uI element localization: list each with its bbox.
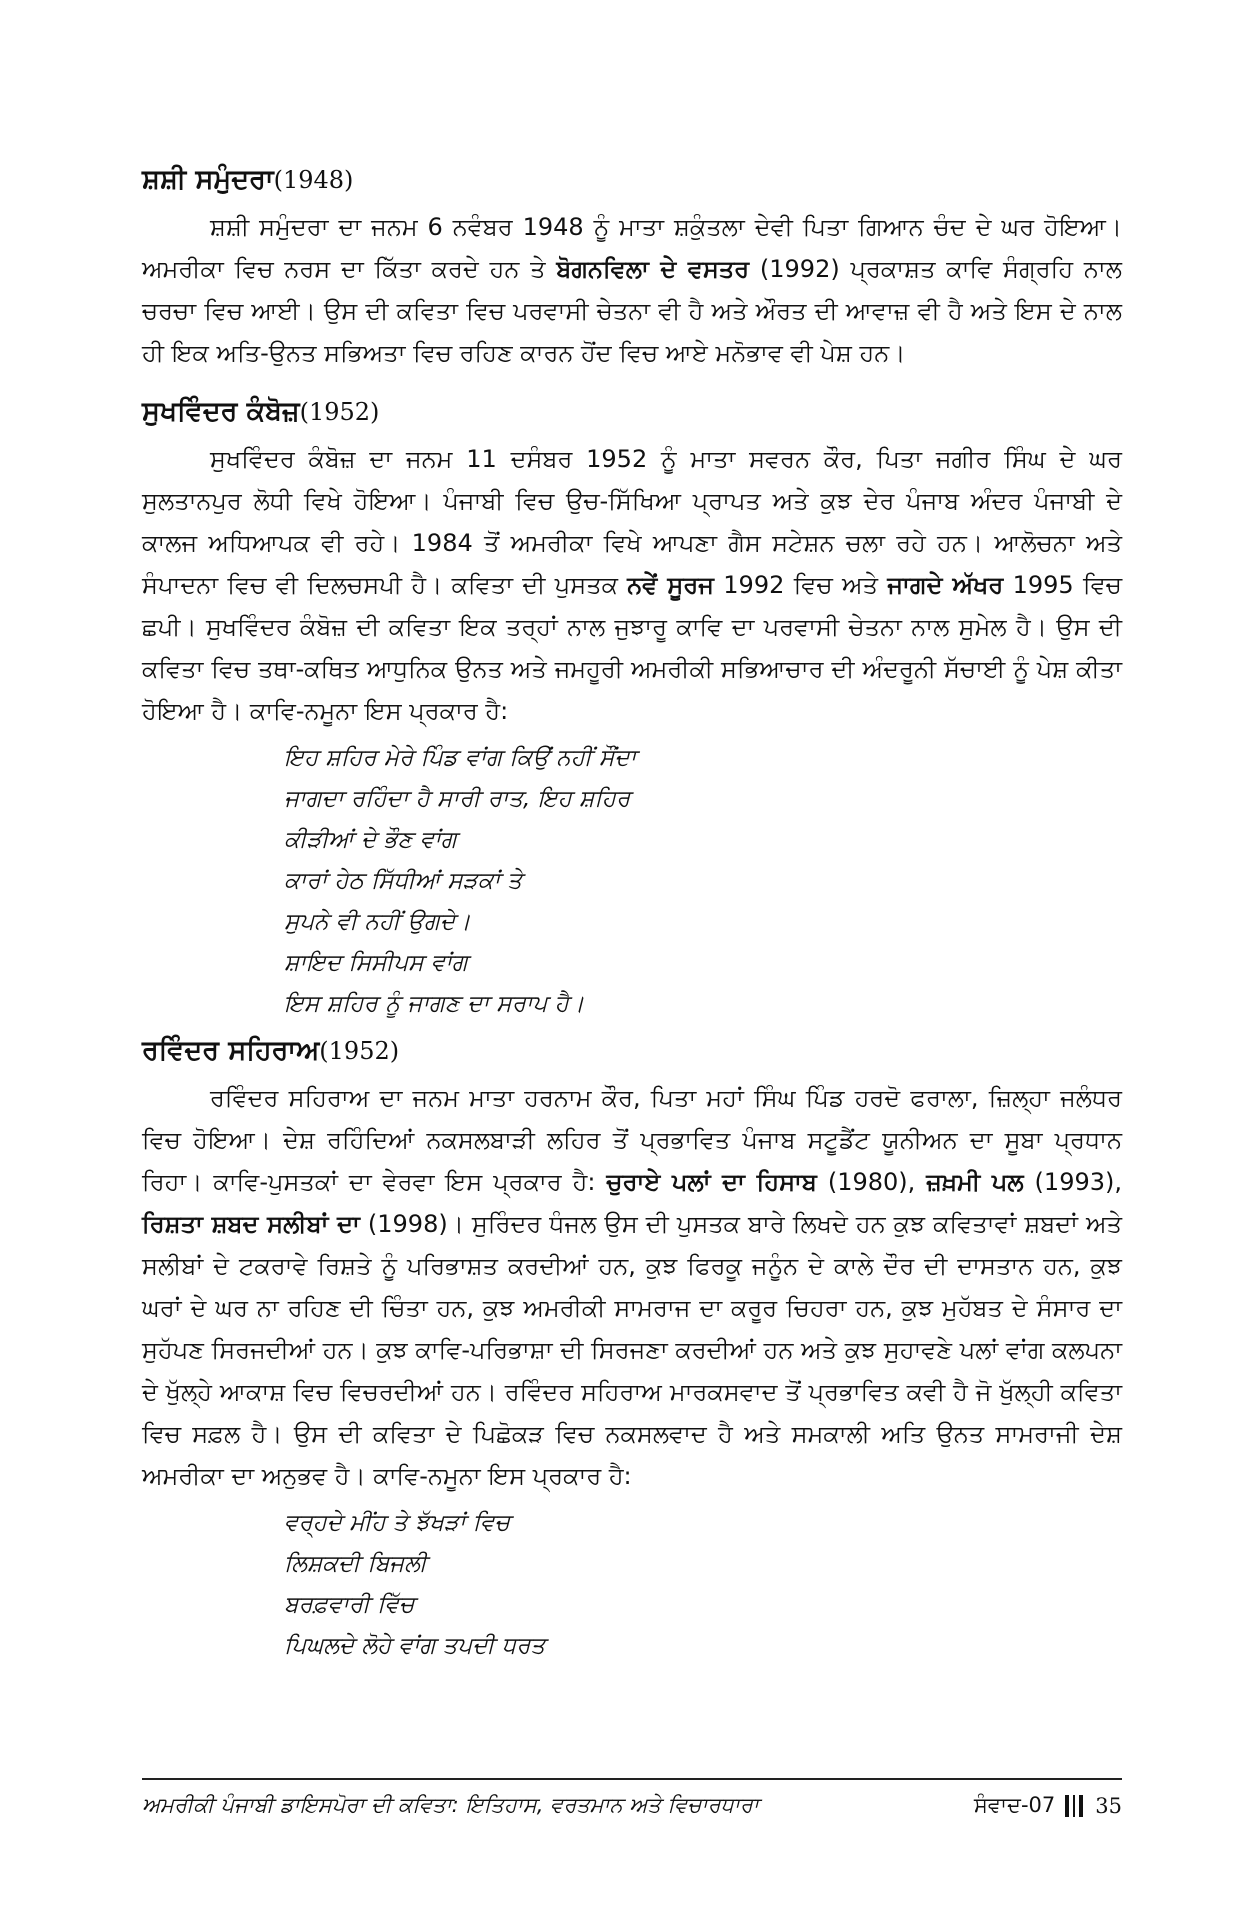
book-title: ਜ਼ਖ਼ਮੀ ਪਲ [926, 1168, 1024, 1196]
section-heading [142, 1033, 1122, 1069]
footer-book-title: ਅਮਰੀਕੀ ਪੰਜਾਬੀ ਡਾਇਸਪੋਰਾ ਦੀ ਕਵਿਤਾ: ਇਤਿਹਾਸ, ਵਰਤਮਾਨ ਅਤੇ ਵਿਚਾਰਧਾਰਾ [142, 1793, 759, 1817]
poem-line: ਵਰ੍ਹਦੇ ਮੀਂਹ ਤੇ ਝੱਖੜਾਂ ਵਿਚ [284, 1510, 511, 1536]
text-run: ਰਵਿੰਦਰ ਸਹਿਰਾਅ ਦਾ ਜਨਮ ਮਾਤਾ ਹਰਨਾਮ ਕੌਰ, ਪਿਤਾ ਮਹਾਂ ਸਿੰਘ ਪਿੰਡ ਹਰਦੋ ਫਰਾਲਾ, ਜ਼ਿਲ੍ਹਾ ਜਲੰਧਰ ਵਿਚ ਹੋਇਆ। ਦੇਸ਼ ਰਹਿੰਦਿਆਂ ਨਕਸਲਬਾੜੀ ਲਹਿਰ ਤੋਂ ਪ੍ਰਭਾਵਿਤ ਪੰਜਾਬ ਸਟੂਡੈਂਟ ਯੂਨੀਅਨ ਦਾ ਸੂਬਾ ਪ੍ਰਧਾਨ ਰਿਹਾ। ਕਾਵਿ-ਪੁਸਤਕਾਂ ਦਾ ਵੇਰਵਾ ਇਸ ਪ੍ਰਕਾਰ ਹੈ: [142, 1084, 1122, 1196]
poem-excerpt [284, 738, 1122, 1025]
author-section [142, 1033, 1122, 1667]
footer-divider [142, 1778, 1122, 1780]
text-run: (1993), [1023, 1168, 1122, 1196]
section-heading [142, 394, 1122, 430]
section-heading [142, 162, 1122, 198]
author-section [142, 162, 1122, 394]
book-title: ਨਵੇਂ ਸੂਰਜ [627, 571, 714, 599]
poem-line: ਜਾਗਦਾ ਰਹਿੰਦਾ ਹੈ ਸਾਰੀ ਰਾਤ, ਇਹ ਸ਼ਹਿਰ [284, 786, 631, 812]
author-birth-year: (1948) [273, 166, 354, 194]
poem-line: ਸੁਪਨੇ ਵੀ ਨਹੀਂ ਉਗਦੇ। [284, 909, 471, 935]
footer-bars-ornament [1065, 1795, 1083, 1817]
text-run: ਸ਼ਸ਼ੀ ਸਮੁੰਦਰਾ ਦਾ ਜਨਮ 6 ਨਵੰਬਰ 1948 ਨੂੰ ਮਾਤਾ ਸ਼ਕੁੰਤਲਾ ਦੇਵੀ ਪਿਤਾ ਗਿਆਨ ਚੰਦ ਦੇ ਘਰ ਹੋਇਆ। ਅਮਰੀਕਾ ਵਿਚ ਨਰਸ ਦਾ ਕਿੱਤਾ ਕਰਦੇ ਹਨ ਤੇ [142, 213, 1122, 283]
page-number: 35 [1095, 1793, 1122, 1818]
book-title: ਰਿਸ਼ਤਾ ਸ਼ਬਦ ਸਲੀਬਾਂ ਦਾ [142, 1210, 360, 1238]
footer-journal-issue: ਸੰਵਾਦ-07 [973, 1793, 1056, 1817]
text-run: 1995 ਵਿਚ ਛਪੀ। ਸੁਖਵਿੰਦਰ ਕੰਬੋਜ਼ ਦੀ ਕਵਿਤਾ ਇਕ ਤਰ੍ਹਾਂ ਨਾਲ ਜੁਝਾਰੂ ਕਾਵਿ ਦਾ ਪਰਵਾਸੀ ਚੇਤਨਾ ਨਾਲ ਸੁਮੇਲ ਹੈ। ਉਸ ਦੀ ਕਵਿਤਾ ਵਿਚ ਤਥਾ-ਕਥਿਤ ਆਧੁਨਿਕ ਉਨਤ ਅਤੇ ਜਮਹੂਰੀ ਅਮਰੀਕੀ ਸਭਿਆਚਾਰ ਦੀ ਅੰਦਰੂਨੀ ਸੱਚਾਈ ਨੂੰ ਪੇਸ਼ ਕੀਤਾ ਹੋਇਆ ਹੈ। ਕਾਵਿ-ਨਮੂਨਾ ਇਸ ਪ੍ਰਕਾਰ ਹੈ: [142, 571, 1122, 725]
poem-line: ਇਸ ਸ਼ਹਿਰ ਨੂੰ ਜਾਗਣ ਦਾ ਸਰਾਪ ਹੈ। [284, 991, 585, 1017]
document-page [142, 162, 1122, 1675]
footer-right [974, 1793, 1122, 1818]
biography-paragraph [142, 438, 1122, 732]
text-run: 1992 ਵਿਚ ਅਤੇ [713, 571, 888, 599]
biography-paragraph [142, 206, 1122, 374]
author-name: ਰਵਿੰਦਰ ਸਹਿਰਾਅ [142, 1035, 320, 1066]
text-run: (1998)। ਸੁਰਿੰਦਰ ਧੰਜਲ ਉਸ ਦੀ ਪੁਸਤਕ ਬਾਰੇ ਲਿਖਦੇ ਹਨ ਕੁਝ ਕਵਿਤਾਵਾਂ ਸ਼ਬਦਾਂ ਅਤੇ ਸਲੀਬਾਂ ਦੇ ਟਕਰਾਵੇ ਰਿਸ਼ਤੇ ਨੂੰ ਪਰਿਭਾਸ਼ਤ ਕਰਦੀਆਂ ਹਨ, ਕੁਝ ਫਿਰਕੂ ਜਨੂੰਨ ਦੇ ਕਾਲੇ ਦੌਰ ਦੀ ਦਾਸਤਾਨ ਹਨ, ਕੁਝ ਘਰਾਂ ਦੇ ਘਰ ਨਾ ਰਹਿਣ ਦੀ ਚਿੰਤਾ ਹਨ, ਕੁਝ ਅਮਰੀਕੀ ਸਾਮਰਾਜ ਦਾ ਕਰੂਰ ਚਿਹਰਾ ਹਨ, ਕੁਝ ਮੁਹੱਬਤ ਦੇ ਸੰਸਾਰ ਦਾ ਸੁਹੱਪਣ ਸਿਰਜਦੀਆਂ ਹਨ। ਕੁਝ ਕਾਵਿ-ਪਰਿਭਾਸ਼ਾ ਦੀ ਸਿਰਜਣਾ ਕਰਦੀਆਂ ਹਨ ਅਤੇ ਕੁਝ ਸੁਹਾਵਣੇ ਪਲਾਂ ਵਾਂਗ ਕਲਪਨਾ ਦੇ ਖੁੱਲ੍ਹੇ ਆਕਾਸ਼ ਵਿਚ ਵਿਚਰਦੀਆਂ ਹਨ। ਰਵਿੰਦਰ ਸਹਿਰਾਅ ਮਾਰਕਸਵਾਦ ਤੋਂ ਪ੍ਰਭਾਵਿਤ ਕਵੀ ਹੈ ਜੋ ਖੁੱਲ੍ਹੀ ਕਵਿਤਾ ਵਿਚ ਸਫ਼ਲ ਹੈ। ਉਸ ਦੀ ਕਵਿਤਾ ਦੇ ਪਿਛੋਕੜ ਵਿਚ ਨਕਸਲਵਾਦ ਹੈ ਅਤੇ ਸਮਕਾਲੀ ਅਤਿ ਉਨਤ ਸਾਮਰਾਜੀ ਦੇਸ਼ ਅਮਰੀਕਾ ਦਾ ਅਨੁਭਵ ਹੈ। ਕਾਵਿ-ਨਮੂਨਾ ਇਸ ਪ੍ਰਕਾਰ ਹੈ: [142, 1210, 1122, 1490]
text-run: (1980), [816, 1168, 927, 1196]
text-run: ਸੁਖਵਿੰਦਰ ਕੰਬੋਜ਼ ਦਾ ਜਨਮ 11 ਦਸੰਬਰ 1952 ਨੂੰ ਮਾਤਾ ਸਵਰਨ ਕੌਰ, ਪਿਤਾ ਜਗੀਰ ਸਿੰਘ ਦੇ ਘਰ ਸੁਲਤਾਨਪੁਰ ਲੋਧੀ ਵਿਖੇ ਹੋਇਆ। ਪੰਜਾਬੀ ਵਿਚ ਉਚ-ਸਿੱਖਿਆ ਪ੍ਰਾਪਤ ਅਤੇ ਕੁਝ ਦੇਰ ਪੰਜਾਬ ਅੰਦਰ ਪੰਜਾਬੀ ਦੇ ਕਾਲਜ ਅਧਿਆਪਕ ਵੀ ਰਹੇ। 1984 ਤੋਂ ਅਮਰੀਕਾ ਵਿਖੇ ਆਪਣਾ ਗੈਸ ਸਟੇਸ਼ਨ ਚਲਾ ਰਹੇ ਹਨ। ਆਲੋਚਨਾ ਅਤੇ ਸੰਪਾਦਨਾ ਵਿਚ ਵੀ ਦਿਲਚਸਪੀ ਹੈ। ਕਵਿਤਾ ਦੀ ਪੁਸਤਕ [142, 445, 1122, 599]
author-section [142, 394, 1122, 1025]
author-name: ਸ਼ਸ਼ੀ ਸਮੁੰਦਰਾ [142, 164, 274, 195]
author-birth-year: (1952) [299, 398, 380, 426]
author-birth-year: (1952) [319, 1037, 400, 1065]
poem-line: ਕਾਰਾਂ ਹੇਠ ਸਿੱਧੀਆਂ ਸੜਕਾਂ ਤੇ [284, 868, 522, 894]
author-name: ਸੁਖਵਿੰਦਰ ਕੰਬੋਜ਼ [142, 396, 300, 427]
poem-line: ਲਿਸ਼ਕਦੀ ਬਿਜਲੀ [284, 1551, 427, 1577]
poem-line: ਬਰਫ਼ਵਾਰੀ ਵਿੱਚ [284, 1592, 415, 1618]
poem-excerpt [284, 1503, 1122, 1667]
poem-line: ਸ਼ਾਇਦ ਸਿਸੀਪਸ ਵਾਂਗ [284, 950, 468, 976]
poem-line: ਕੀੜੀਆਂ ਦੇ ਭੌਣ ਵਾਂਗ [284, 827, 457, 853]
page-footer [142, 1793, 1122, 1827]
book-title: ਚੁਰਾਏ ਪਲਾਂ ਦਾ ਹਿਸਾਬ [606, 1168, 817, 1196]
biography-paragraph [142, 1077, 1122, 1497]
text-run: (1992) ਪ੍ਰਕਾਸ਼ਤ ਕਾਵਿ ਸੰਗ੍ਰਹਿ ਨਾਲ ਚਰਚਾ ਵਿਚ ਆਈ। ਉਸ ਦੀ ਕਵਿਤਾ ਵਿਚ ਪਰਵਾਸੀ ਚੇਤਨਾ ਵੀ ਹੈ ਅਤੇ ਔਰਤ ਦੀ ਆਵਾਜ਼ ਵੀ ਹੈ ਅਤੇ ਇਸ ਦੇ ਨਾਲ ਹੀ ਇਕ ਅਤਿ-ਉਨਤ ਸਭਿਅਤਾ ਵਿਚ ਰਹਿਣ ਕਾਰਨ ਹੋਂਦ ਵਿਚ ਆਏ ਮਨੋਭਾਵ ਵੀ ਪੇਸ਼ ਹਨ। [142, 255, 1122, 367]
poem-line: ਪਿਘਲਦੇ ਲੋਹੇ ਵਾਂਗ ਤਪਦੀ ਧਰਤ [284, 1633, 546, 1659]
book-title: ਬੋਗਨਵਿਲਾ ਦੇ ਵਸਤਰ [556, 255, 750, 283]
book-title: ਜਾਗਦੇ ਅੱਖਰ [887, 571, 1004, 599]
poem-line: ਇਹ ਸ਼ਹਿਰ ਮੇਰੇ ਪਿੰਡ ਵਾਂਗ ਕਿਉਂ ਨਹੀਂ ਸੌਂਦਾ [284, 745, 637, 771]
